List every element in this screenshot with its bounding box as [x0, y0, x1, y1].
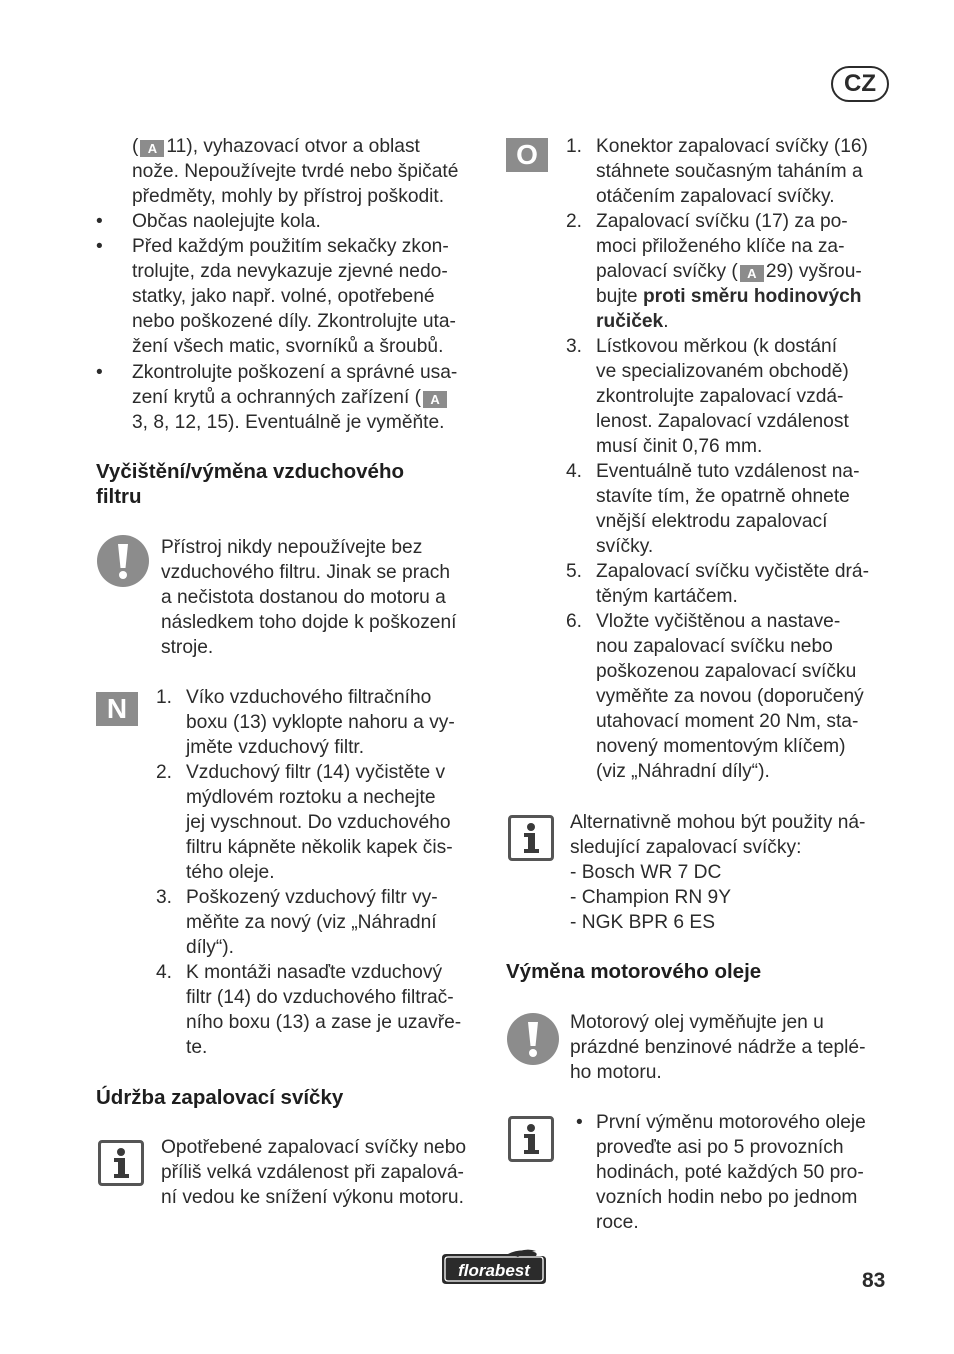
- language-badge: CZ: [831, 66, 889, 102]
- list-item: 1. Víko vzduchového filtračního boxu (13) vyklopte nahoru a vy- jměte vzduchový filtr.: [156, 687, 455, 758]
- list-item: 2. Vzduchový filtr (14) vyčistěte v mýdlovém roztoku a nechejte jej vyschnout. Do vzduchového filtru kápněte několik kapek čis- tého oleje.: [156, 762, 453, 883]
- exclamation-warning-icon: [506, 1012, 560, 1066]
- spark-plug-steps-list: [566, 134, 896, 784]
- figure-a-badge: A: [740, 265, 764, 282]
- bullet: •: [576, 1112, 583, 1133]
- list-item: 4. Eventuálně tuto vzdálenost na- stavíte tím, že opatrně ohnete vnější elektrodu zapalovací svíčky.: [566, 461, 860, 557]
- exclamation-warning-icon: [96, 534, 150, 588]
- bullet: •: [96, 362, 103, 383]
- info-text-alternative-plugs: Alternativně mohou být použity ná- sledující zapalovací svíčky: - Bosch WR 7 DC - Champion RN 9Y - NGK BPR 6 ES: [570, 812, 866, 933]
- intro-paragraph: ( A 11), vyhazovací otvor a oblast nože. Nepoužívejte tvrdé nebo špičaté předměty, mohly by přístroj poškodit.: [132, 136, 459, 207]
- warning-text: Přístroj nikdy nepoužívejte bez vzduchového filtru. Jinak se prach a nečistota dostanou do motoru a následkem toho dojde k poškození stroje.: [161, 537, 457, 658]
- florabest-logo: [438, 1246, 550, 1290]
- list-item: 1. Konektor zapalovací svíčky (16) stáhnete současným taháním a otáčením zapalovací svíčky.: [566, 136, 868, 207]
- logo-text: florabest: [458, 1261, 530, 1280]
- bullet: •: [96, 211, 103, 232]
- warning-text: Motorový olej vyměňujte jen u prázdné benzinové nádrže a teplé- ho motoru.: [570, 1012, 866, 1083]
- section-heading-air-filter: Vyčištění/výměna vzduchového filtru: [96, 460, 404, 508]
- info-icon: [508, 1116, 554, 1162]
- section-heading-spark-plug: Údržba zapalovací svíčky: [96, 1086, 344, 1109]
- list-item: 3. Poškozený vzduchový filtr vy- měňte za nový (viz „Náhradní díly“).: [156, 887, 438, 958]
- info-text: Opotřebené zapalovací svíčky nebo příliš velká vzdálenost při zapalová- ní vedou ke snížení výkonu motoru.: [161, 1137, 467, 1208]
- list-item: 6. Vložte vyčištěnou a nastave- nou zapalovací svíčku nebo poškozenou zapalovací svíčku vyměňte za novou (doporučený utahovací moment 20 Nm, sta- novený momentovým klíčem) (viz „Náhradní díly“).: [566, 611, 864, 782]
- figure-a-badge: A: [423, 391, 447, 408]
- list-item: 5. Zapalovací svíčku vyčistěte drá- těným kartáčem.: [566, 561, 869, 607]
- info-icon: [508, 815, 554, 861]
- section-heading-oil-change: Výměna motorového oleje: [506, 960, 762, 983]
- info-icon: [98, 1140, 144, 1186]
- figure-n-label: N: [96, 692, 138, 726]
- figure-a-badge: A: [140, 140, 164, 157]
- list-item: 3. Lístkovou měrkou (k dostání ve specializovaném obchodě) zkontrolujte zapalovací vzdá- lenost. Zapalovací vzdálenost musí činit 0,76 mm.: [566, 336, 849, 457]
- bullet: •: [96, 236, 103, 257]
- filter-steps-list: [156, 685, 486, 1060]
- page-number: 83: [862, 1269, 886, 1292]
- list-item: 4. K montáži nasaďte vzduchový filtr (14) do vzduchového filtrač- ního boxu (13) a zase je uzavře- te.: [156, 962, 462, 1058]
- list-item: 2. Zapalovací svíčku (17) za po- moci přiloženého klíče na za- palovací svíčky ( A 29) vyšrou- bujte proti směru hodinových ručiček.: [566, 211, 862, 332]
- figure-o-label: O: [506, 138, 548, 172]
